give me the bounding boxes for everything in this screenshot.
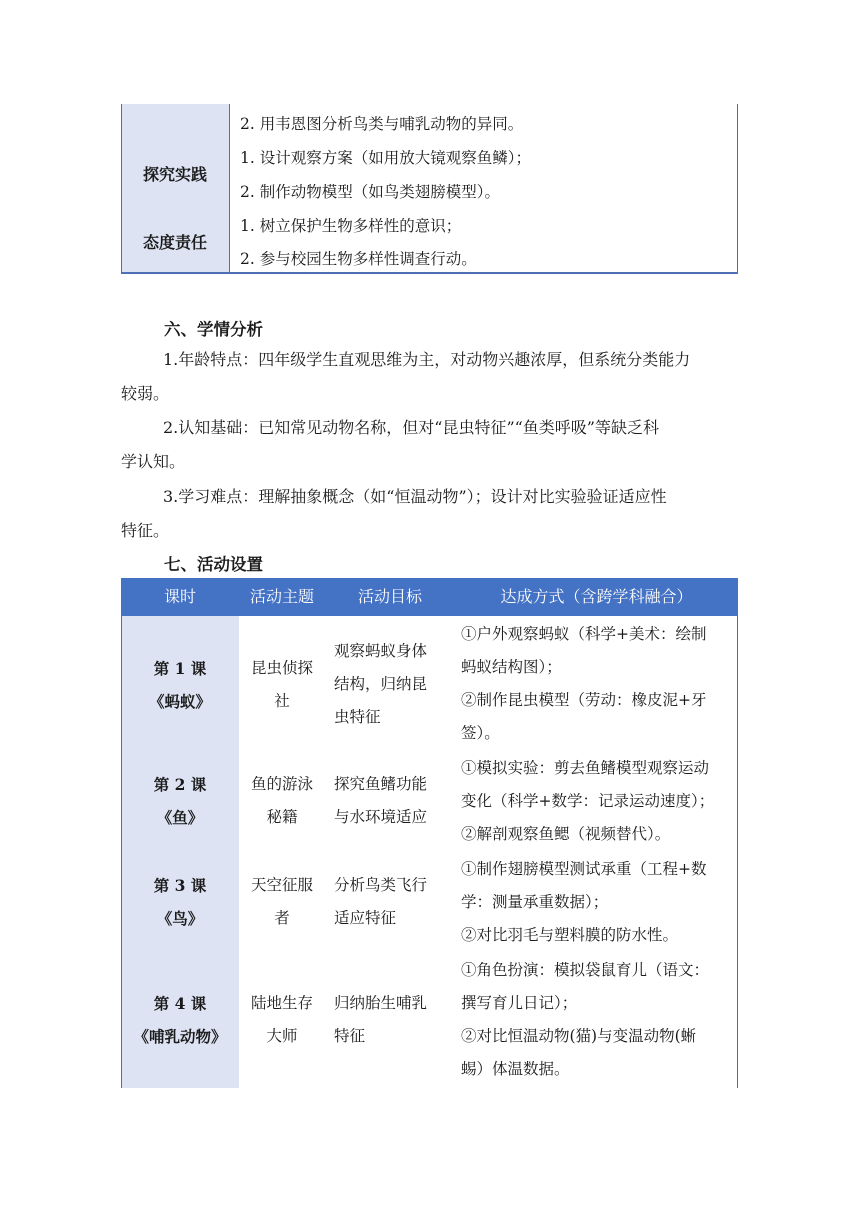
method-line: ①模拟实验：剪去鱼鳍模型观察运动 [461, 759, 710, 777]
activity-table [121, 578, 738, 1088]
paragraph-difficulty [121, 480, 731, 548]
goal-line: 探究鱼鳍功能 [334, 775, 428, 793]
goal-line: 与水环境适应 [334, 808, 428, 826]
header-theme: 活动主题 [249, 587, 314, 606]
table-row [121, 652, 239, 718]
activity-method [461, 954, 737, 1086]
paragraph-line: 1.年龄特点：四年级学生直观思维为主，对动物兴趣浓厚，但系统分类能力 [163, 350, 691, 369]
goal-line: 结构，归纳昆 [334, 675, 428, 693]
goal-line: 归纳胎生哺乳 [334, 994, 428, 1012]
goal-line: 适应特征 [334, 909, 397, 927]
method-line: 撰写育儿日记）； [461, 994, 578, 1012]
method-line: ①制作翅膀模型测试承重（工程+数 [461, 860, 707, 878]
theme-line: 昆虫侦探 [250, 659, 313, 677]
activity-method [461, 853, 737, 952]
activity-goal [334, 635, 454, 734]
objective-line: 2. 制作动物模型（如鸟类翅膀模型）。 [240, 183, 500, 201]
method-line: 蜴）体温数据。 [461, 1060, 570, 1078]
method-line: ②对比恒温动物(猫)与变温动物(蜥 [461, 1027, 697, 1045]
method-line: 蚂蚁结构图）； [461, 658, 562, 676]
lesson-number: 第 3 课 [153, 876, 207, 895]
lesson-title: 《鱼》 [156, 808, 204, 827]
theme-line: 天空征服 [250, 876, 313, 894]
table-border-right [737, 104, 738, 274]
activity-theme [239, 987, 325, 1053]
lesson-number: 第 2 课 [153, 775, 207, 794]
table-border-right [737, 616, 738, 1088]
lesson-number: 第 1 课 [153, 659, 207, 678]
paragraph-line: 较弱。 [121, 384, 170, 403]
objective-line: 2. 用韦恩图分析鸟类与哺乳动物的异同。 [240, 115, 524, 133]
header-goal: 活动目标 [357, 587, 422, 606]
table-header-row [121, 578, 738, 616]
objectives-table-continued [121, 104, 738, 274]
method-line: ①户外观察蚂蚁（科学+美术：绘制 [461, 625, 707, 643]
method-line: ②对比羽毛与塑料膜的防水性。 [461, 926, 679, 944]
row-label-attitude: 态度责任 [142, 233, 207, 252]
table-row [121, 768, 239, 834]
paragraph-age [121, 343, 731, 411]
table-border-bottom [121, 272, 738, 274]
row-label-inquiry-practice: 探究实践 [142, 165, 207, 184]
method-line: ①角色扮演：模拟袋鼠育儿（语文： [461, 961, 710, 979]
section-heading-activity-setup: 七、活动设置 [164, 555, 263, 574]
paragraph-line: 特征。 [121, 521, 170, 540]
activity-theme [239, 652, 325, 718]
method-line: ②解剖观察鱼鳃（视频替代）。 [461, 825, 671, 843]
objective-line: 1. 设计观察方案（如用放大镜观察鱼鳞）； [240, 149, 531, 167]
goal-line: 特征 [334, 1027, 366, 1045]
table-row [121, 987, 239, 1053]
method-line: 学：测量承重数据）； [461, 893, 609, 911]
lesson-title: 《哺乳动物》 [133, 1027, 227, 1046]
activity-method [461, 752, 737, 851]
activity-goal [334, 869, 454, 935]
lesson-title: 《蚂蚁》 [148, 692, 211, 711]
goal-line: 虫特征 [334, 708, 381, 726]
goal-line: 分析鸟类飞行 [334, 876, 428, 894]
theme-line: 陆地生存 [250, 994, 313, 1012]
lesson-title: 《鸟》 [156, 909, 204, 928]
theme-line: 大师 [266, 1027, 298, 1045]
method-line: 变化（科学+数学：记录运动速度）； [461, 792, 715, 810]
activity-method [461, 618, 737, 750]
theme-line: 者 [274, 909, 290, 927]
header-method: 达成方式（含跨学科融合） [500, 587, 693, 606]
objective-line: 2. 参与校园生物多样性调查行动。 [240, 250, 477, 268]
lesson-number: 第 4 课 [153, 994, 207, 1013]
activity-goal [334, 987, 454, 1053]
activity-goal [334, 768, 454, 834]
table-divider [229, 104, 230, 274]
header-lesson: 课时 [163, 587, 196, 606]
theme-line: 鱼的游泳 [250, 775, 313, 793]
paragraph-cognition [121, 411, 731, 479]
paragraph-line: 学认知。 [121, 452, 186, 471]
table-row [121, 869, 239, 935]
method-line: 签）。 [461, 724, 500, 742]
theme-line: 社 [274, 692, 290, 710]
paragraph-line: 3.学习难点：理解抽象概念（如“恒温动物”）；设计对比实验验证适应性 [163, 487, 667, 506]
objective-line: 1. 树立保护生物多样性的意识； [240, 217, 462, 235]
section-heading-learner-analysis: 六、学情分析 [164, 320, 263, 339]
method-line: ②制作昆虫模型（劳动：橡皮泥+牙 [461, 691, 707, 709]
theme-line: 秘籍 [266, 808, 298, 826]
goal-line: 观察蚂蚁身体 [334, 642, 428, 660]
activity-theme [239, 869, 325, 935]
activity-theme [239, 768, 325, 834]
paragraph-line: 2.认知基础：已知常见动物名称，但对“昆虫特征”“鱼类呼吸”等缺乏科 [163, 418, 659, 437]
